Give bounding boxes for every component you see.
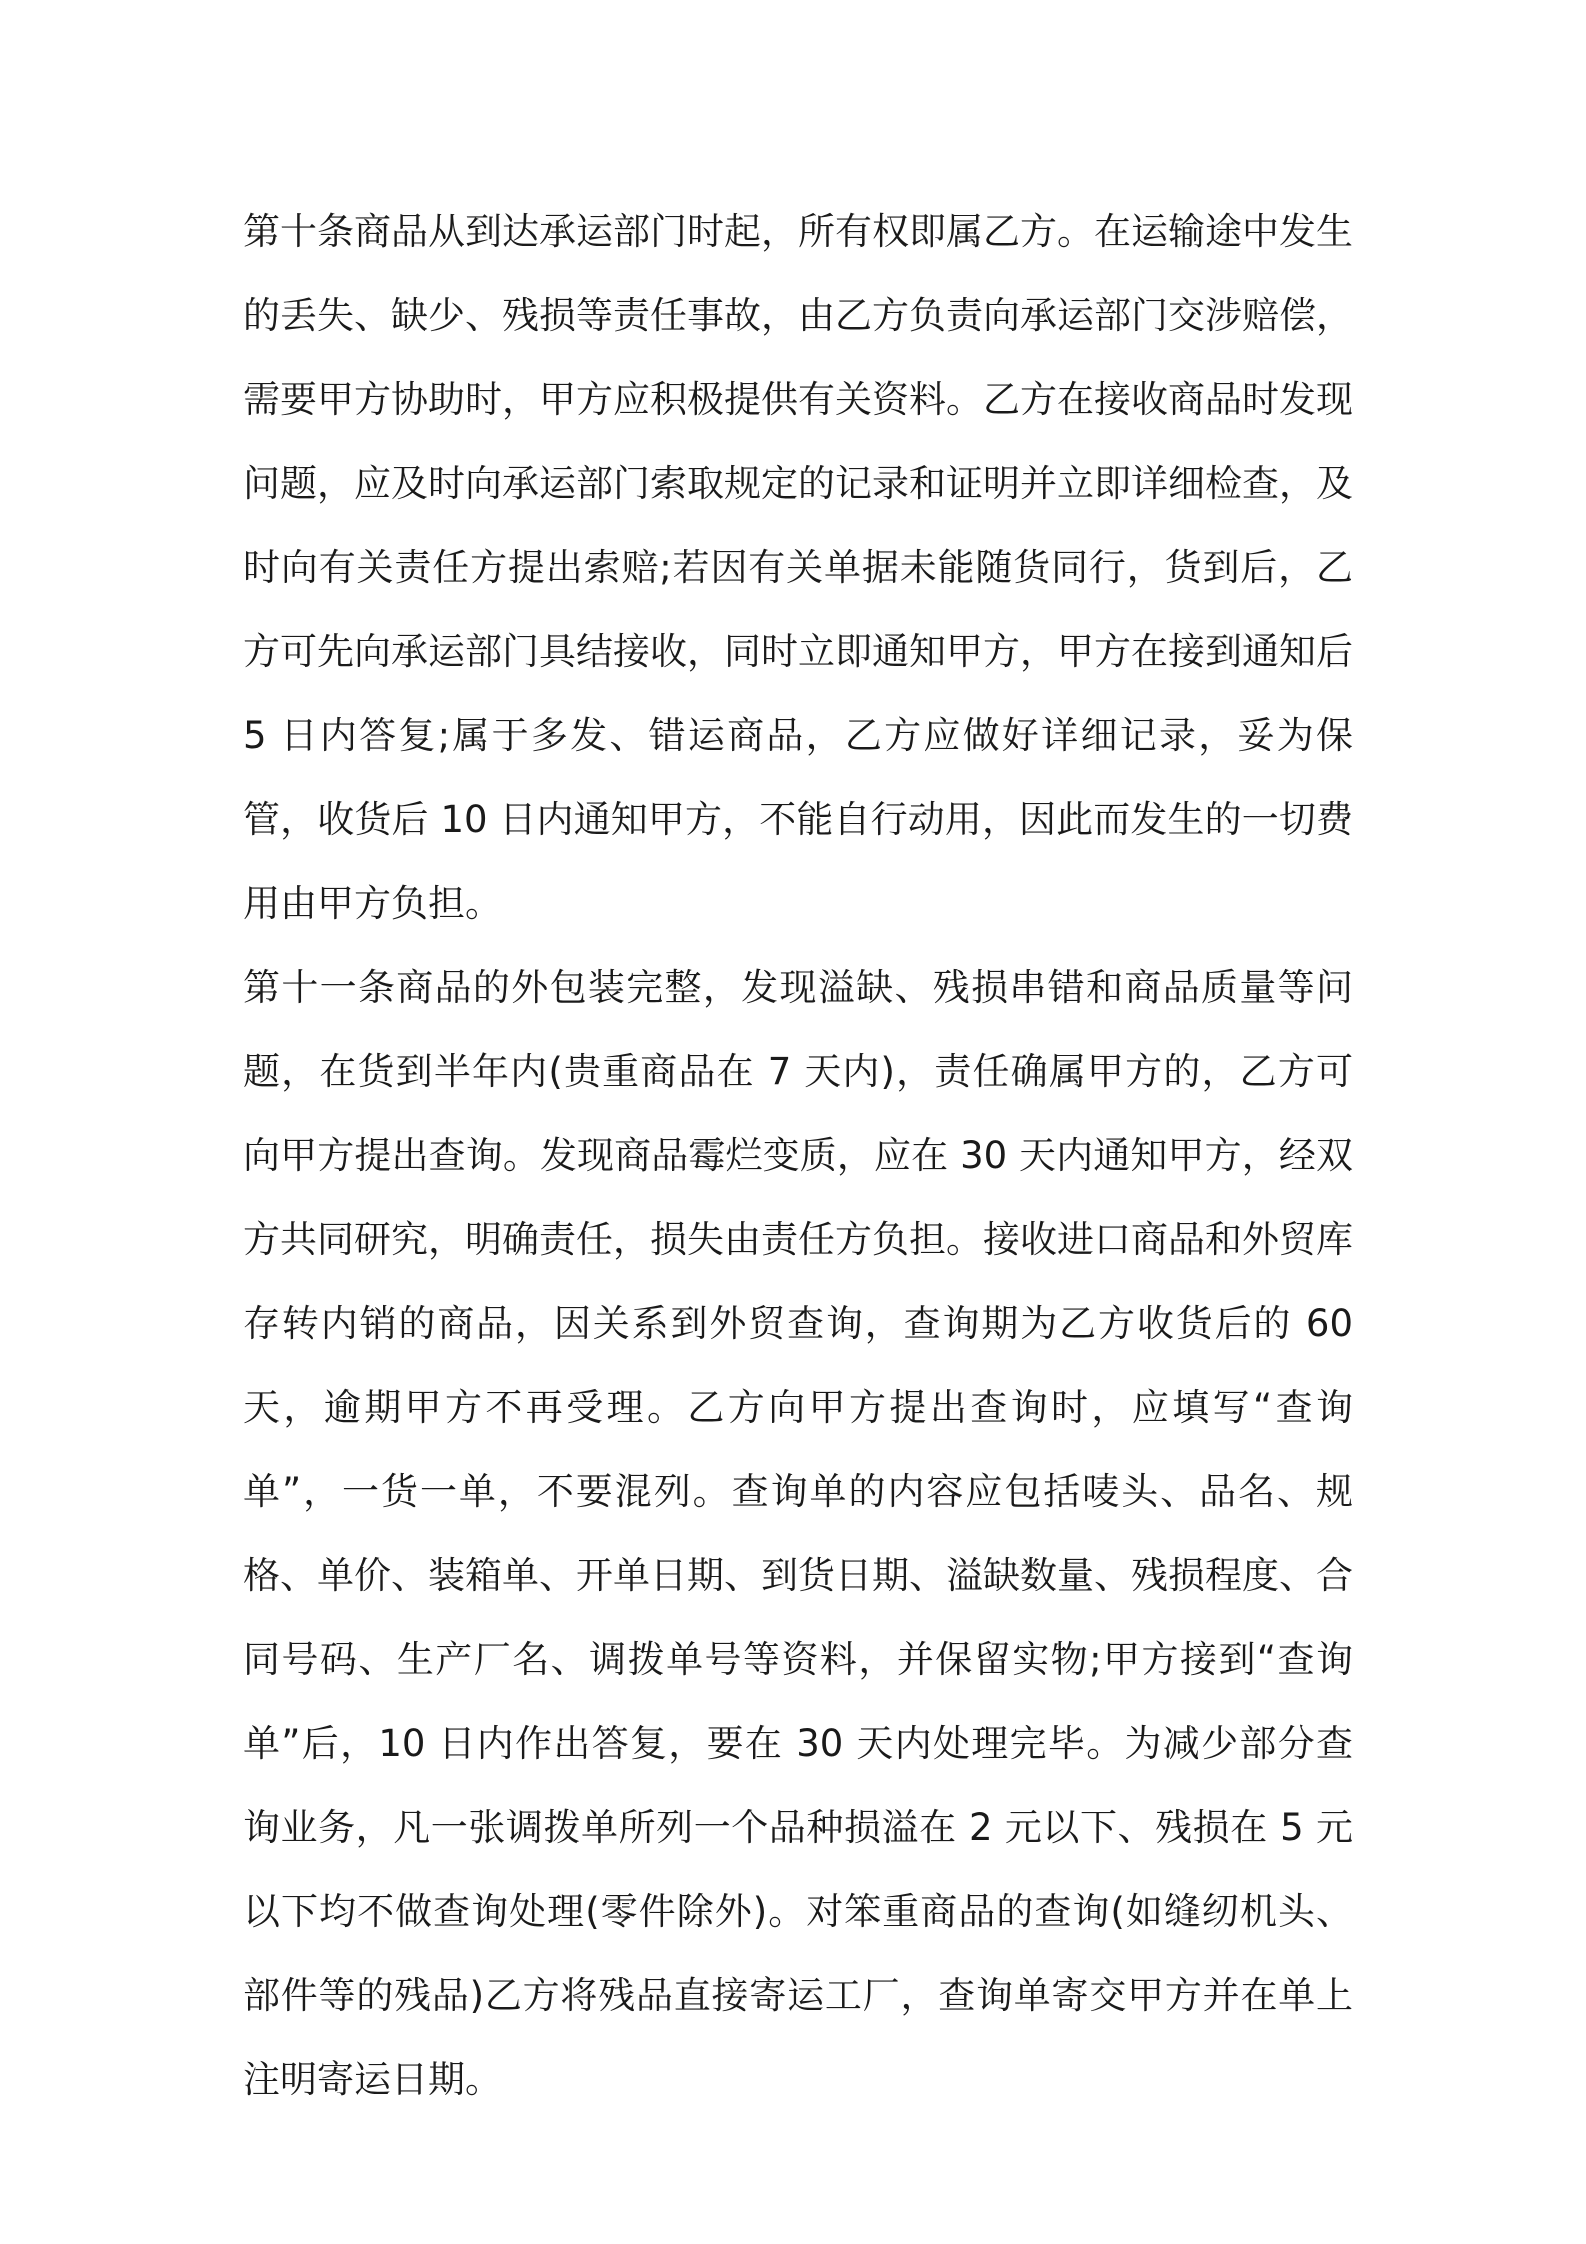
document-body bbox=[243, 190, 1353, 2122]
paragraph-article-11: 第十一条商品的外包装完整，发现溢缺、残损串错和商品质量等问题，在货到半年内(贵重商品在 7 天内)，责任确属甲方的，乙方可向甲方提出查询。发现商品霉烂变质，应在 30 天内通知甲方，经双方共同研究，明确责任，损失由责任方负担。接收进口商品和外贸库存转内销的商品，因关系到外贸查询，查询期为乙方收货后的 60 天，逾期甲方不再受理。乙方向甲方提出查询时，应填写“查询单”，一货一单，不要混列。查询单的内容应包括唛头、品名、规格、单价、装箱单、开单日期、到货日期、溢缺数量、残损程度、合同号码、生产厂名、调拨单号等资料，并保留实物;甲方接到“查询单”后，10 日内作出答复，要在 30 天内处理完毕。为减少部分查询业务，凡一张调拨单所列一个品种损溢在 2 元以下、残损在 5 元以下均不做查询处理(零件除外)。对笨重商品的查询(如缝纫机头、部件等的残品)乙方将残品直接寄运工厂，查询单寄交甲方并在单上注明寄运日期。 bbox=[243, 966, 1353, 2101]
paragraph-article-10: 第十条商品从到达承运部门时起，所有权即属乙方。在运输途中发生的丢失、缺少、残损等责任事故，由乙方负责向承运部门交涉赔偿，需要甲方协助时，甲方应积极提供有关资料。乙方在接收商品时发现问题，应及时向承运部门索取规定的记录和证明并立即详细检查，及时向有关责任方提出索赔;若因有关单据未能随货同行，货到后，乙方可先向承运部门具结接收，同时立即通知甲方，甲方在接到通知后 5 日内答复;属于多发、错运商品，乙方应做好详细记录，妥为保管，收货后 10 日内通知甲方，不能自行动用，因此而发生的一切费用由甲方负担。 bbox=[243, 210, 1353, 925]
